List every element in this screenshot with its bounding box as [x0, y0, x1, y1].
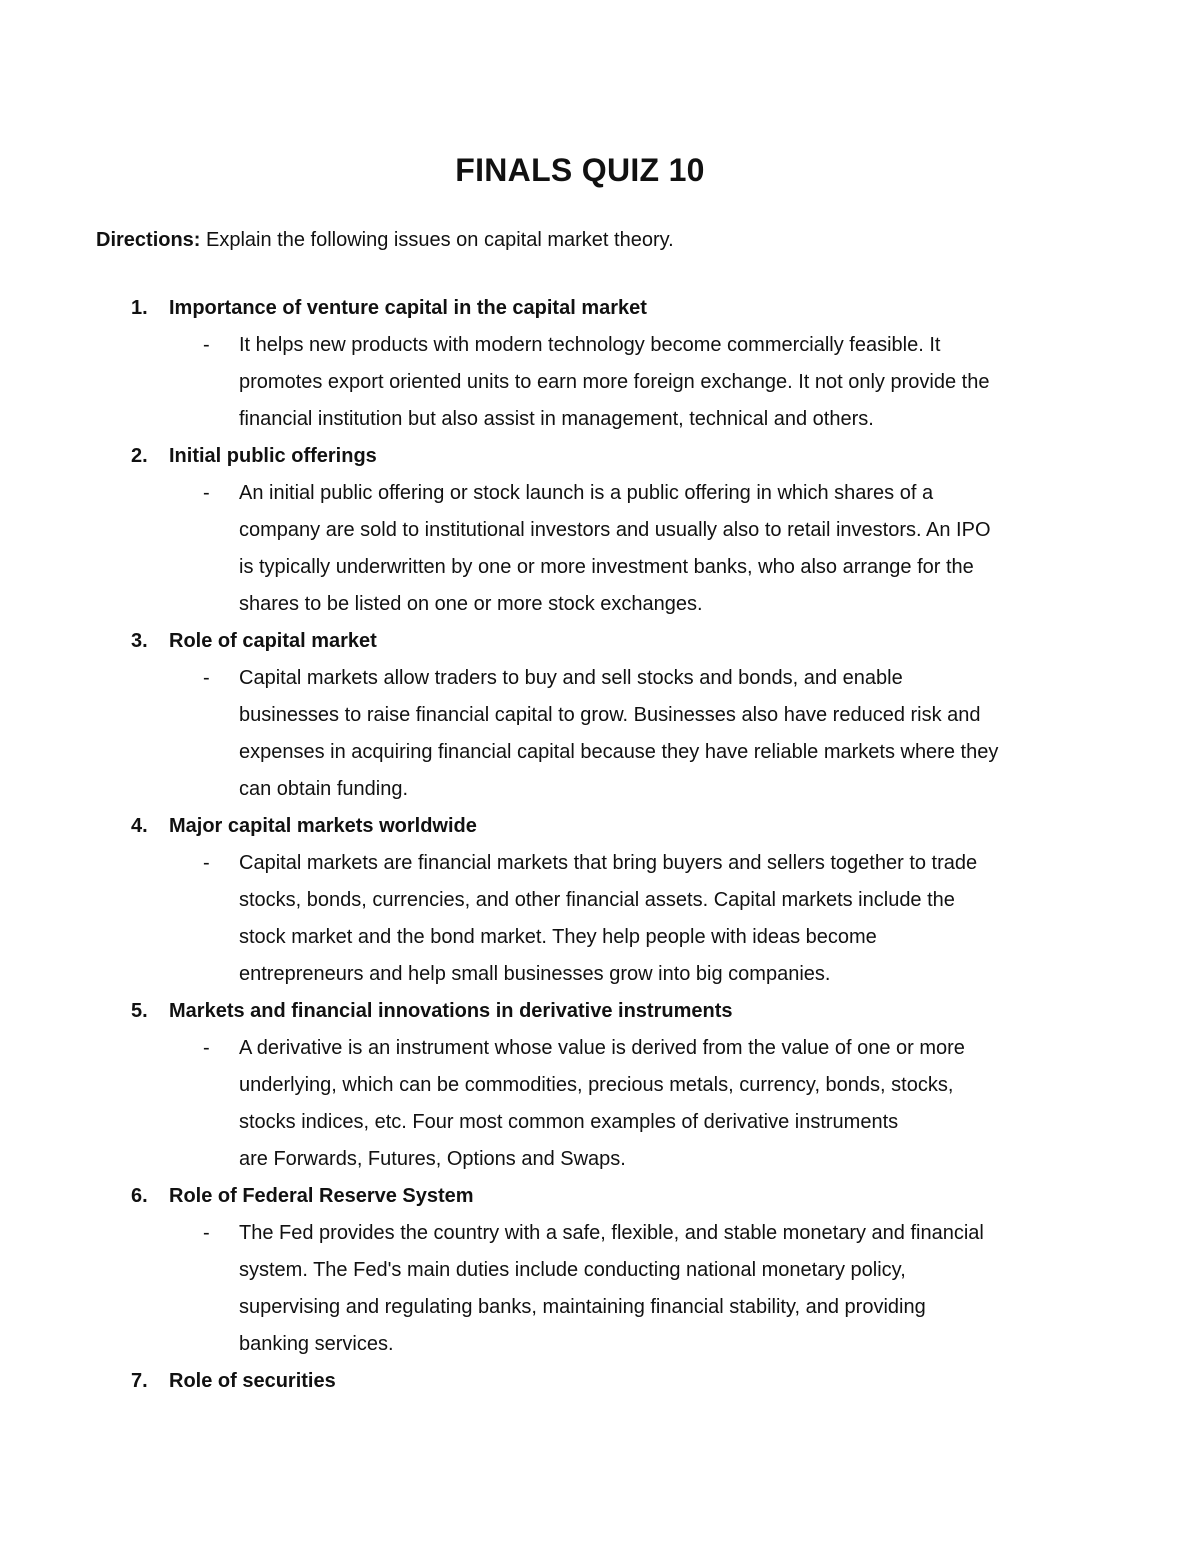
answer-bullet-dash: -: [203, 1222, 210, 1244]
question-number: 3.: [131, 630, 148, 652]
answer-line: banking services.: [239, 1333, 394, 1355]
question-heading: [0, 808, 1200, 845]
answer-bullet-dash: -: [203, 667, 210, 689]
answer-line: Capital markets allow traders to buy and sell stocks and bonds, and enable: [239, 667, 903, 689]
question-heading: [0, 438, 1200, 475]
question-item: [0, 623, 1200, 808]
answer-text: [0, 327, 1069, 438]
directions-label: Directions:: [96, 229, 201, 251]
question-heading: [0, 623, 1200, 660]
directions-text: Explain the following issues on capital market theory.: [200, 229, 674, 251]
answer-bullet-dash: -: [203, 852, 210, 874]
question-number: 1.: [131, 297, 148, 319]
question-heading: [0, 1178, 1200, 1215]
answer-line: Capital markets are financial markets that bring buyers and sellers together to trade: [239, 852, 978, 874]
question-title: Role of Federal Reserve System: [169, 1185, 474, 1207]
answer-line: are Forwards, Futures, Options and Swaps.: [239, 1148, 626, 1170]
answer-text: [0, 660, 1069, 808]
question-title: Role of securities: [169, 1370, 336, 1392]
answer-line: financial institution but also assist in management, technical and others.: [239, 408, 874, 430]
question-item: [0, 1363, 1200, 1400]
answer-line: system. The Fed's main duties include conducting national monetary policy,: [239, 1259, 906, 1281]
question-title: Markets and financial innovations in derivative instruments: [169, 1000, 733, 1022]
question-number: 2.: [131, 445, 148, 467]
question-item: [0, 290, 1200, 438]
question-title: Role of capital market: [169, 630, 377, 652]
question-item: [0, 808, 1200, 993]
answer-text: [0, 1215, 1069, 1363]
answer-bullet-dash: -: [203, 482, 210, 504]
question-heading: [0, 993, 1200, 1030]
answer-line: A derivative is an instrument whose value is derived from the value of one or more: [239, 1037, 965, 1059]
answer-line: businesses to raise financial capital to grow. Businesses also have reduced risk and: [239, 704, 981, 726]
answer-line: shares to be listed on one or more stock exchanges.: [239, 593, 703, 615]
question-title: Major capital markets worldwide: [169, 815, 477, 837]
answer-line: entrepreneurs and help small businesses grow into big companies.: [239, 963, 831, 985]
answer-line: stock market and the bond market. They help people with ideas become: [239, 926, 877, 948]
answer-line: supervising and regulating banks, maintaining financial stability, and providing: [239, 1296, 926, 1318]
question-title: Initial public offerings: [169, 445, 377, 467]
answer-line: promotes export oriented units to earn more foreign exchange. It not only provide the: [239, 371, 990, 393]
answer-line: expenses in acquiring financial capital because they have reliable markets where they: [239, 741, 999, 763]
question-number: 4.: [131, 815, 148, 837]
answer-text: [0, 845, 1069, 993]
question-number: 5.: [131, 1000, 148, 1022]
answer-line: can obtain funding.: [239, 778, 409, 800]
question-item: [0, 1178, 1200, 1363]
question-heading: [0, 290, 1200, 327]
question-title: Importance of venture capital in the capital market: [169, 297, 647, 319]
answer-line: underlying, which can be commodities, precious metals, currency, bonds, stocks,: [239, 1074, 954, 1096]
question-number: 7.: [131, 1370, 148, 1392]
answer-line: stocks, bonds, currencies, and other financial assets. Capital markets include the: [239, 889, 955, 911]
answer-line: is typically underwritten by one or more investment banks, who also arrange for the: [239, 556, 974, 578]
directions: [96, 229, 674, 252]
answer-line: company are sold to institutional investors and usually also to retail investors. An IPO: [239, 519, 991, 541]
question-item: [0, 438, 1200, 623]
answer-line: stocks indices, etc. Four most common examples of derivative instruments: [239, 1111, 899, 1133]
answer-line: The Fed provides the country with a safe, flexible, and stable monetary and financial: [239, 1222, 984, 1244]
answer-text: [0, 475, 1069, 623]
question-list: [0, 290, 1200, 1400]
question-heading: [0, 1363, 1200, 1400]
answer-bullet-dash: -: [203, 334, 210, 356]
answer-text: [0, 1030, 1069, 1178]
answer-line: An initial public offering or stock launch is a public offering in which shares of a: [239, 482, 934, 504]
question-item: [0, 993, 1200, 1178]
answer-line: It helps new products with modern technology become commercially feasible. It: [239, 334, 941, 356]
question-number: 6.: [131, 1185, 148, 1207]
document-title: FINALS QUIZ 10: [455, 152, 705, 188]
answer-bullet-dash: -: [203, 1037, 210, 1059]
